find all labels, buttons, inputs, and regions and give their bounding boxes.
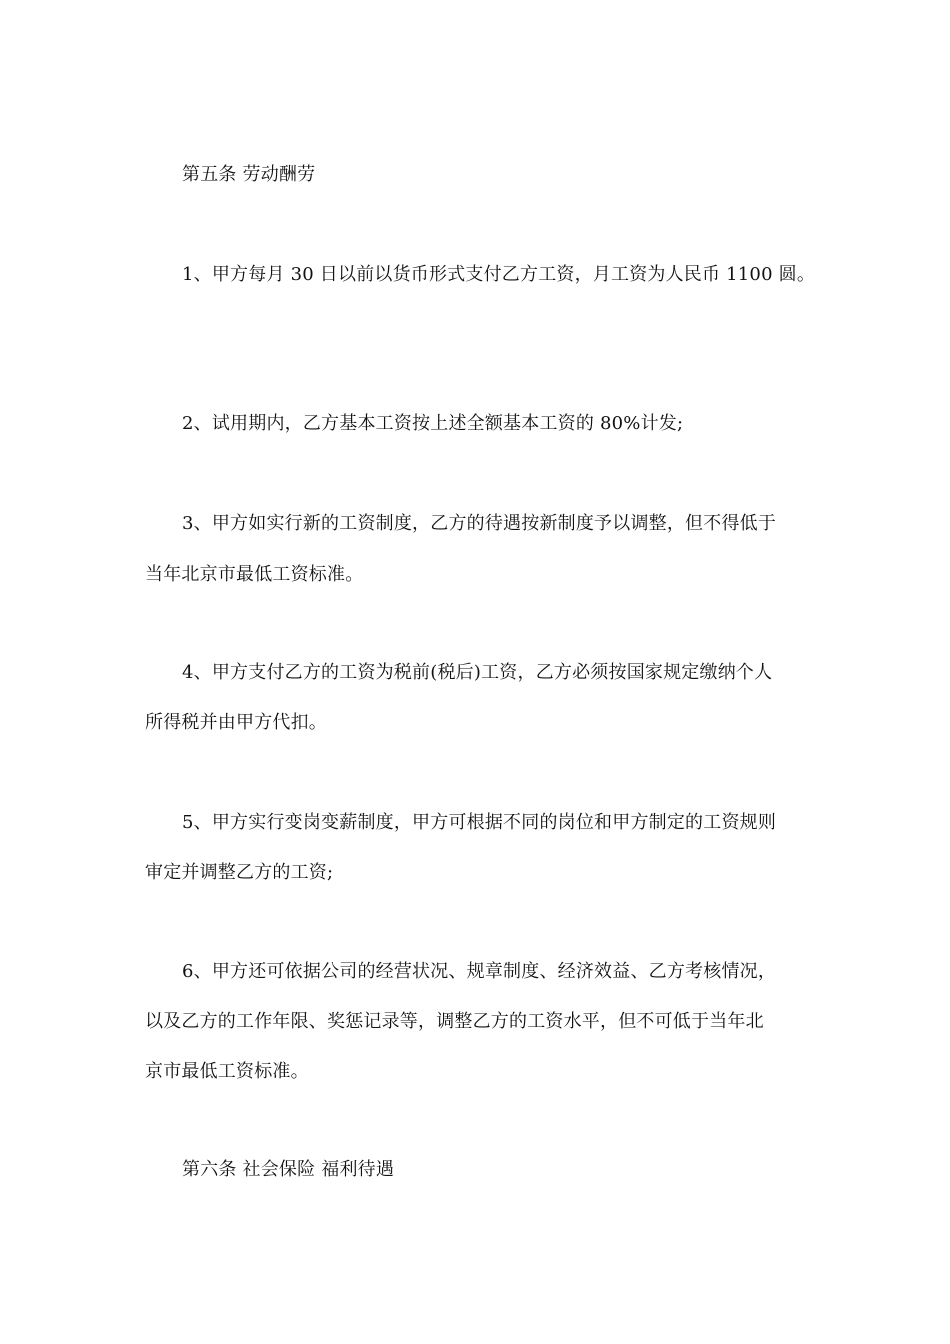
paragraph-5-line-2: 审定并调整乙方的工资; xyxy=(145,862,334,883)
article-5-heading: 第五条 劳动酬劳 xyxy=(182,164,316,185)
paragraph-6-line-3: 京市最低工资标准。 xyxy=(145,1061,309,1082)
paragraph-4-line-2: 所得税并由甲方代扣。 xyxy=(145,712,327,733)
paragraph-4-line-1: 4、甲方支付乙方的工资为税前(税后)工资，乙方必须按国家规定缴纳个人 xyxy=(182,662,773,683)
paragraph-3-line-2: 当年北京市最低工资标准。 xyxy=(145,564,364,585)
paragraph-1-line-1: 1、甲方每月 30 日以前以货币形式支付乙方工资，月工资为人民币 1100 圆。 xyxy=(182,264,816,285)
paragraph-3-line-1: 3、甲方如实行新的工资制度，乙方的待遇按新制度予以调整，但不得低于 xyxy=(182,513,777,534)
paragraph-5-line-1: 5、甲方实行变岗变薪制度，甲方可根据不同的岗位和甲方制定的工资规则 xyxy=(182,812,777,833)
paragraph-6-line-1: 6、甲方还可依据公司的经营状况、规章制度、经济效益、乙方考核情况， xyxy=(182,961,777,982)
paragraph-6-line-2: 以及乙方的工作年限、奖惩记录等，调整乙方的工资水平，但不可低于当年北 xyxy=(145,1011,764,1032)
paragraph-2-line-1: 2、试用期内，乙方基本工资按上述全额基本工资的 80%计发; xyxy=(182,413,684,434)
article-6-heading: 第六条 社会保险 福利待遇 xyxy=(182,1159,395,1180)
